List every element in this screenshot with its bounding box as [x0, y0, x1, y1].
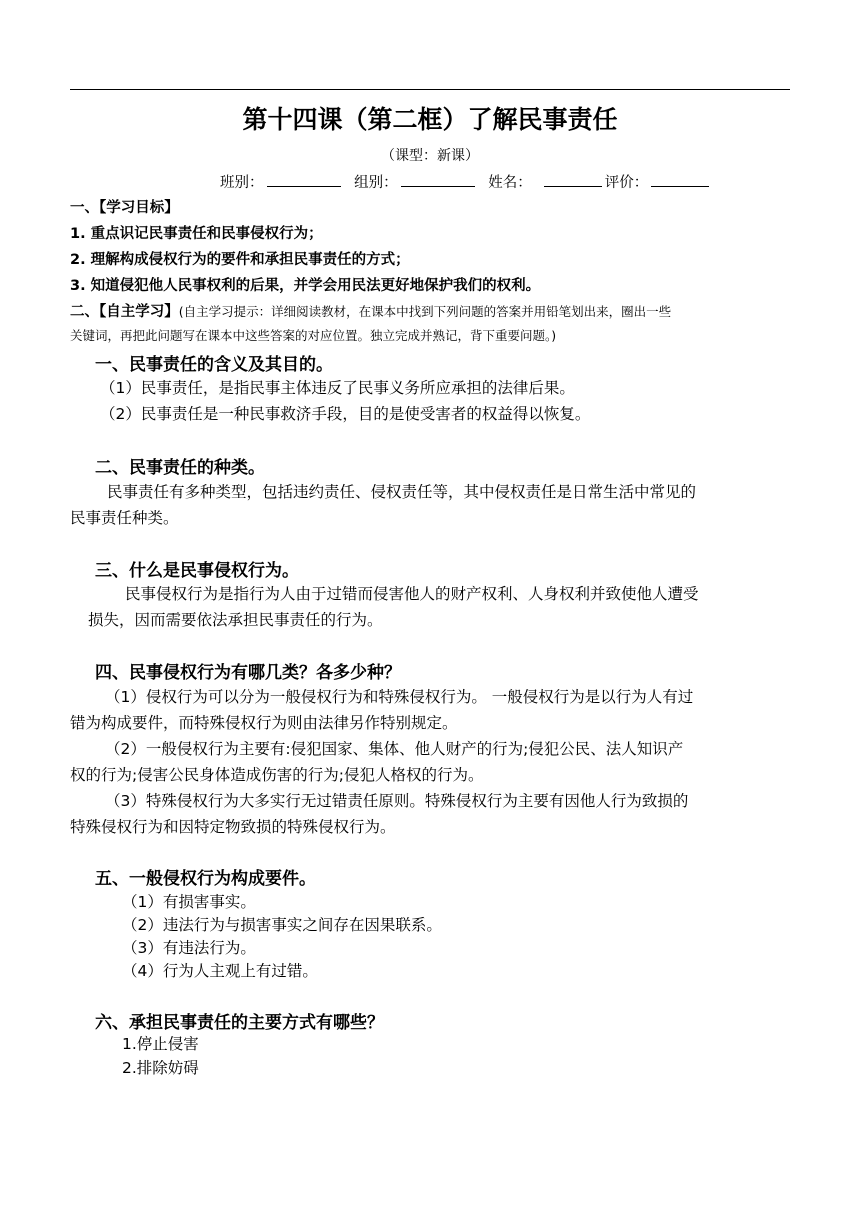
question-5-line: （3）有违法行为。	[122, 939, 256, 957]
question-3-line: 损失，因而需要依法承担民事责任的行为。	[88, 611, 383, 629]
eval-label: 评价：	[604, 175, 649, 191]
goal-item: 2. 理解构成侵权行为的要件和承担民事责任的方式；	[70, 252, 410, 268]
question-4-line: 特殊侵权行为和因特定物致损的特殊侵权行为。	[70, 818, 396, 836]
question-2-heading: 二、民事责任的种类。	[95, 458, 265, 478]
question-4-line: （3）特殊侵权行为大多实行无过错责任原则。特殊侵权行为主要有因他人行为致损的	[105, 792, 689, 810]
question-5-line: （2）违法行为与损害事实之间存在因果联系。	[122, 916, 442, 934]
name-label: 姓名：	[488, 175, 532, 191]
question-4-line: （1）侵权行为可以分为一般侵权行为和特殊侵权行为。 一般侵权行为是以行为人有过	[105, 688, 694, 706]
question-3-heading: 三、什么是民事侵权行为。	[95, 561, 299, 581]
question-6-line: 2.排除妨碍	[122, 1059, 199, 1077]
section-learning-goals-heading: 一、【学习目标】	[70, 200, 179, 216]
question-1-line: （1）民事责任，是指民事主体违反了民事义务所应承担的法律后果。	[100, 379, 575, 397]
question-2-line: 民事责任有多种类型，包括违约责任、侵权责任等，其中侵权责任是日常生活中常见的	[107, 483, 697, 501]
section-self-study-heading: 二、【自主学习】	[70, 304, 179, 320]
eval-blank[interactable]	[651, 171, 709, 187]
question-4-line: （2）一般侵权行为主要有:侵犯国家、集体、他人财产的行为;侵犯公民、法人知识产	[105, 740, 684, 758]
question-2-line: 民事责任种类。	[70, 509, 179, 527]
section-self-study	[70, 300, 671, 321]
name-blank[interactable]	[544, 171, 602, 187]
question-1-heading: 一、民事责任的含义及其目的。	[95, 355, 333, 375]
question-3-line: 民事侵权行为是指行为人由于过错而侵害他人的财产权利、人身权利并致使他人遭受	[125, 585, 699, 603]
question-5-heading: 五、一般侵权行为构成要件。	[95, 869, 316, 889]
question-5-line: （1）有损害事实。	[122, 893, 256, 911]
question-6-heading: 六、承担民事责任的主要方式有哪些？	[95, 1013, 384, 1033]
self-study-hint-line1: (自主学习提示：详细阅读教材，在课本中找到下列问题的答案并用铅笔划出来，圈出一些	[178, 304, 672, 319]
class-blank[interactable]	[267, 171, 341, 187]
group-blank[interactable]	[401, 171, 475, 187]
question-4-line: 权的行为;侵害公民身体造成伤害的行为;侵犯人格权的行为。	[70, 766, 484, 784]
class-label: 班别：	[220, 175, 264, 191]
goal-item: 3. 知道侵犯他人民事权利的后果，并学会用民法更好地保护我们的权利。	[70, 278, 541, 294]
page-title: 第十四课（第二框）了解民事责任	[242, 105, 618, 134]
student-info-fields	[220, 171, 712, 192]
question-4-heading: 四、民事侵权行为有哪几类？各多少种？	[95, 663, 401, 683]
page-subtitle: （课型：新课）	[381, 148, 479, 164]
header-rule	[70, 89, 790, 90]
group-label: 组别：	[354, 175, 398, 191]
question-6-line: 1.停止侵害	[122, 1035, 199, 1053]
self-study-hint-line2: 关键词，再把此问题写在课本中这些答案的对应位置。独立完成并熟记，背下重要问题。)	[70, 328, 557, 343]
question-5-line: （4）行为人主观上有过错。	[122, 962, 318, 980]
question-1-line: （2）民事责任是一种民事救济手段，目的是使受害者的权益得以恢复。	[100, 405, 591, 423]
question-4-line: 错为构成要件，而特殊侵权行为则由法律另作特别规定。	[70, 714, 458, 732]
goal-item: 1. 重点识记民事责任和民事侵权行为；	[70, 226, 323, 242]
